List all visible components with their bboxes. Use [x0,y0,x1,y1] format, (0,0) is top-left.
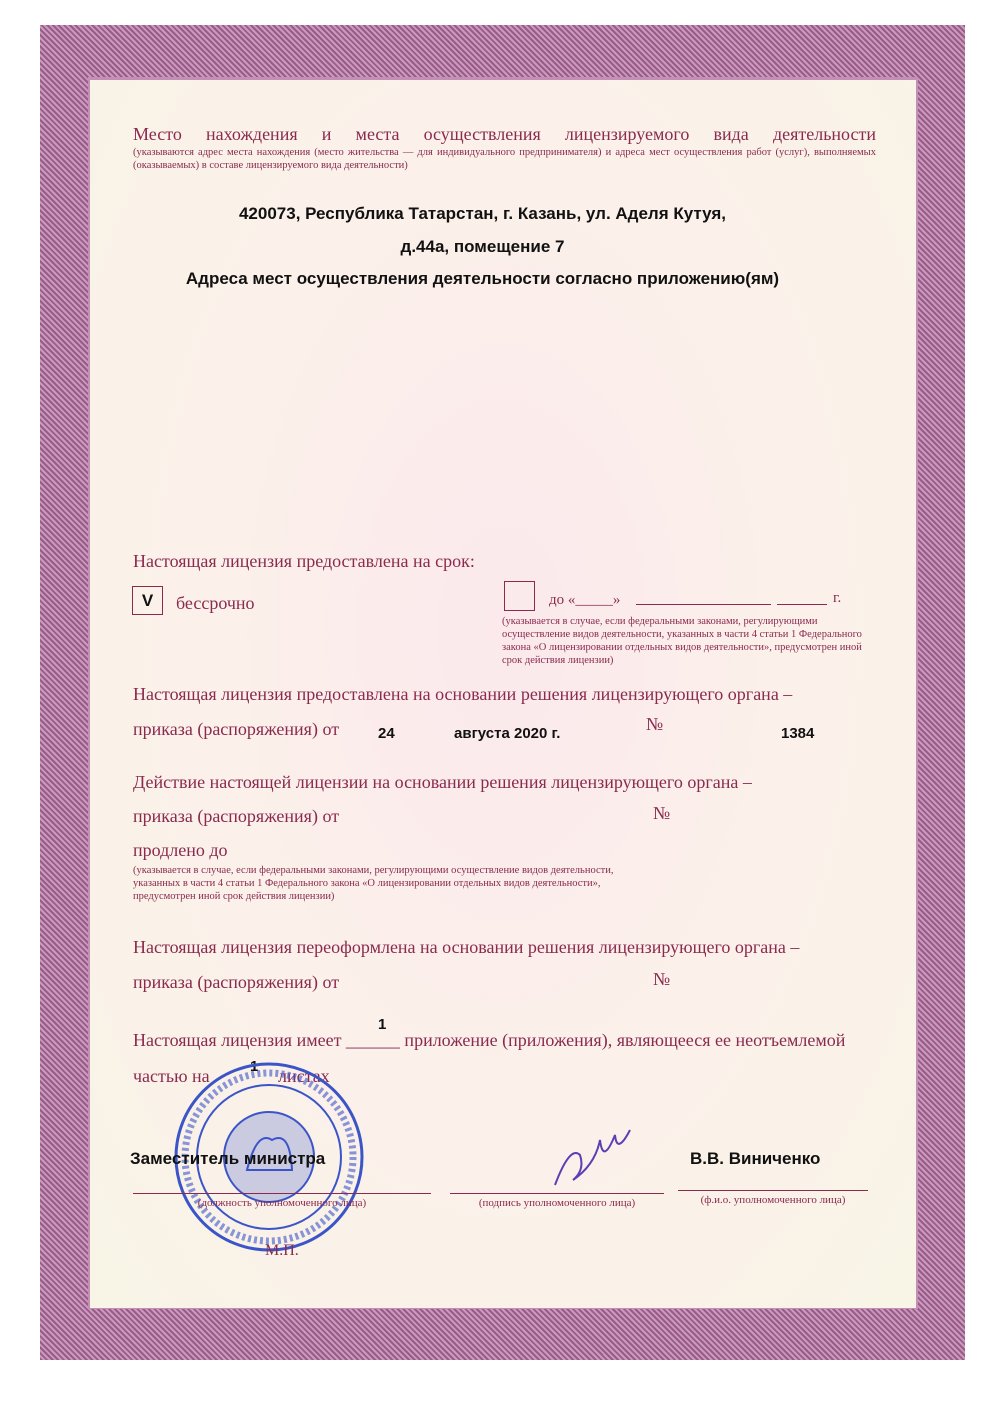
extension-note: (указывается в случае, если федеральными законами, регулирующими осуществление видов деятельности, указанных в части 4 статьи 1 Федерального закона «О лицензировании отдельных видов деятельности», предусмотрен иной срок действия лицензии) [133,865,614,902]
signature-line [450,1193,664,1194]
extension-line-1: Действие настоящей лицензии на основании решения лицензирующего органа – [133,772,752,792]
reissue-line-1: Настоящая лицензия переоформлена на основании решения лицензирующего органа – [133,937,800,957]
signature-caption: (подпись уполномоченного лица) [478,1197,636,1209]
indefinite-checkbox[interactable] [132,586,163,615]
position-line [133,1193,431,1194]
extension-number-sign: № [653,803,671,823]
handwritten-signature [545,1125,635,1190]
basis-number: 1384 [781,725,815,742]
until-checkbox[interactable] [504,581,535,611]
signatory-name: В.В. Виниченко [690,1149,821,1168]
address-line-3: Адреса мест осуществления деятельности согласно приложению(ям) [185,269,780,288]
position-caption: (должность уполномоченного лица) [197,1197,367,1209]
term-label: Настоящая лицензия предоставлена на срок: [133,551,475,571]
basis-line-2: приказа (распоряжения) от [133,719,340,739]
indefinite-label: бессрочно [176,593,255,613]
reissue-line-2: приказа (распоряжения) от [133,972,340,992]
until-year-line [777,604,827,605]
signature-stroke [555,1130,630,1185]
year-suffix: г. [833,590,842,606]
appendix-line-2-prefix: частью на [133,1066,210,1086]
location-heading: Место нахождения и места осуществления лицензируемого вида деятельности [133,124,876,144]
until-month-line [636,604,771,605]
appendix-line-2-suffix: листах [278,1066,330,1086]
location-note: (указываются адрес места нахождения (место жительства — для индивидуального предпринимателя) и адреса мест осуществления работ (услуг), выполняемых (оказываемых) в составе лицензируемого вида деятельности) [133,147,876,171]
reissue-number-sign: № [653,969,671,989]
address-line-2: д.44а, помещение 7 [400,237,565,256]
appendix-count: 1 [378,1016,387,1033]
appendix-line-1: Настоящая лицензия имеет ______ приложение (приложения), являющееся ее неотъемлемой [133,1030,846,1050]
name-caption: (ф.и.о. уполномоченного лица) [700,1194,846,1206]
extended-until-label: продлено до [133,840,228,860]
basis-day: 24 [378,725,395,742]
name-line [678,1190,868,1191]
term-note: (указывается в случае, если федеральными законами, регулирующими осуществление видов деятельности, указанных в части 4 статьи 1 Федерального закона «О лицензировании отдельных видов деятельности», предусмотрен иной срок действия лицензии) [502,616,862,666]
appendix-sheets: 1 [250,1058,259,1075]
until-label: до «_____» [549,592,621,608]
seal-place-label: М.П. [265,1242,299,1259]
checkbox-mark: V [141,591,154,610]
basis-month-year: августа 2020 г. [454,725,561,742]
signatory-position: Заместитель министра [130,1149,326,1168]
extension-line-2: приказа (распоряжения) от [133,806,340,826]
address-line-1: 420073, Республика Татарстан, г. Казань, ул. Аделя Кутуя, [238,204,727,223]
basis-number-sign: № [646,714,664,734]
basis-line-1: Настоящая лицензия предоставлена на основании решения лицензирующего органа – [133,684,793,704]
